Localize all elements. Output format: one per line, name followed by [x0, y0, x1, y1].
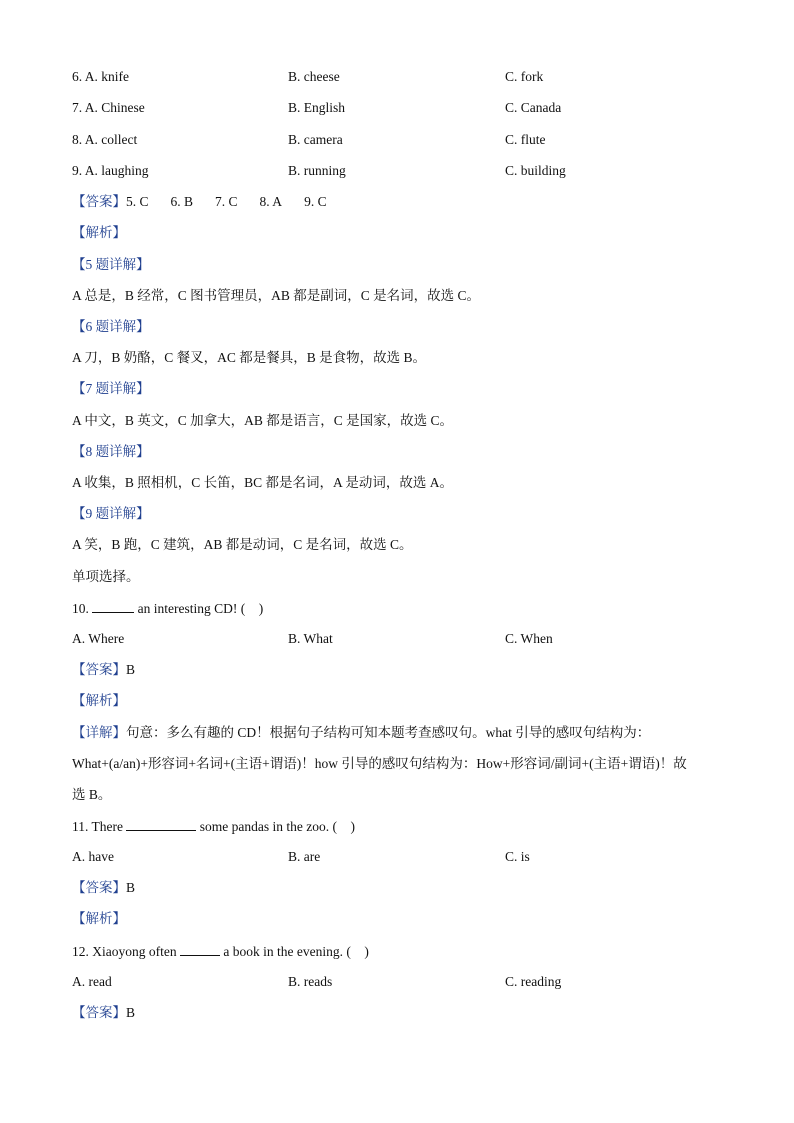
answer-tag: 【答案】: [72, 1005, 126, 1020]
answer-item: 7. C: [215, 194, 238, 209]
answer-item: 5. C: [126, 194, 149, 209]
q10-detail-line-3: 选 B。: [72, 787, 112, 802]
q10-prefix: 10.: [72, 601, 93, 616]
q8-option-a: 8. A. collect: [72, 132, 138, 147]
q9-option-a: 9. A. laughing: [72, 163, 149, 178]
q11-blank: [126, 817, 196, 831]
detail-8-text: A 收集，B 照相机，C 长笛，BC 都是名词，A 是动词，故选 A。: [72, 475, 454, 490]
q11-prefix: 11. There: [72, 819, 127, 834]
q8-option-b: B. camera: [288, 132, 343, 147]
answer-item: 6. B: [170, 194, 194, 209]
answer-tag: 【答案】: [72, 194, 126, 209]
q6-option-b: B. cheese: [288, 69, 340, 84]
q11-option-a: A. have: [72, 849, 114, 864]
q9-option-c: C. building: [505, 163, 566, 178]
q12-option-a: A. read: [72, 974, 112, 989]
q10-option-b: B. What: [288, 631, 333, 646]
answers-5-9: [72, 193, 349, 211]
detail-text: 句意：多么有趣的 CD！根据句子结构可知本题考查感叹句。what 引导的感叹句结构为：: [126, 725, 651, 740]
detail-7-text: A 中文，B 英文，C 加拿大，AB 都是语言，C 是国家，故选 C。: [72, 413, 454, 428]
answer-tag: 【答案】: [72, 880, 126, 895]
detail-5-text: A 总是，B 经常，C 图书管理员，AB 都是副词，C 是名词，故选 C。: [72, 288, 481, 303]
q12-stem: [72, 942, 369, 961]
section-title: 单项选择。: [72, 569, 140, 584]
detail-7-tag: 【7 题详解】: [72, 381, 150, 396]
detail-6-tag: 【6 题详解】: [72, 319, 150, 334]
q11-analysis-tag: 【解析】: [72, 911, 126, 926]
answer-value: B: [126, 662, 136, 677]
q10-blank: [92, 599, 134, 613]
q12-suffix: a book in the evening. ( ): [219, 944, 369, 959]
q7-option-c: C. Canada: [505, 100, 562, 115]
q7-option-a: 7. A. Chinese: [72, 100, 145, 115]
q10-detail-line-1: [72, 724, 650, 742]
analysis-tag: 【解析】: [72, 225, 126, 240]
q12-answer: [72, 1004, 135, 1022]
q10-detail-line-2: What+(a/an)+形容词+名词+(主语+谓语)！how 引导的感叹句结构为：How+形容词/副词+(主语+谓语)！故: [72, 756, 687, 771]
q10-option-a: A. Where: [72, 631, 125, 646]
q12-option-b: B. reads: [288, 974, 333, 989]
q9-option-b: B. running: [288, 163, 346, 178]
q10-suffix: an interesting CD! ( ): [134, 601, 264, 616]
q10-analysis-tag: 【解析】: [72, 693, 126, 708]
q6-option-c: C. fork: [505, 69, 544, 84]
answer-tag: 【答案】: [72, 662, 126, 677]
q11-suffix: some pandas in the zoo. ( ): [196, 819, 355, 834]
answer-value: B: [126, 1005, 136, 1020]
answer-value: B: [126, 880, 136, 895]
q7-option-b: B. English: [288, 100, 346, 115]
q11-option-b: B. are: [288, 849, 321, 864]
q8-option-c: C. flute: [505, 132, 546, 147]
detail-9-text: A 笑，B 跑，C 建筑，AB 都是动词，C 是名词，故选 C。: [72, 537, 413, 552]
q11-option-c: C. is: [505, 849, 530, 864]
answer-item: 9. C: [304, 194, 327, 209]
q10-option-c: C. When: [505, 631, 553, 646]
q12-prefix: 12. Xiaoyong often: [72, 944, 180, 959]
detail-tag: 【详解】: [72, 725, 126, 740]
q11-answer: [72, 879, 135, 897]
q11-stem: [72, 817, 355, 836]
detail-6-text: A 刀，B 奶酪，C 餐叉，AC 都是餐具，B 是食物，故选 B。: [72, 350, 427, 365]
detail-9-tag: 【9 题详解】: [72, 506, 150, 521]
detail-5-tag: 【5 题详解】: [72, 257, 150, 272]
q10-stem: [72, 599, 263, 618]
detail-8-tag: 【8 题详解】: [72, 444, 150, 459]
q12-blank: [180, 942, 220, 956]
q6-option-a: 6. A. knife: [72, 69, 129, 84]
answer-item: 8. A: [259, 194, 283, 209]
q10-answer: [72, 661, 135, 679]
q12-option-c: C. reading: [505, 974, 562, 989]
